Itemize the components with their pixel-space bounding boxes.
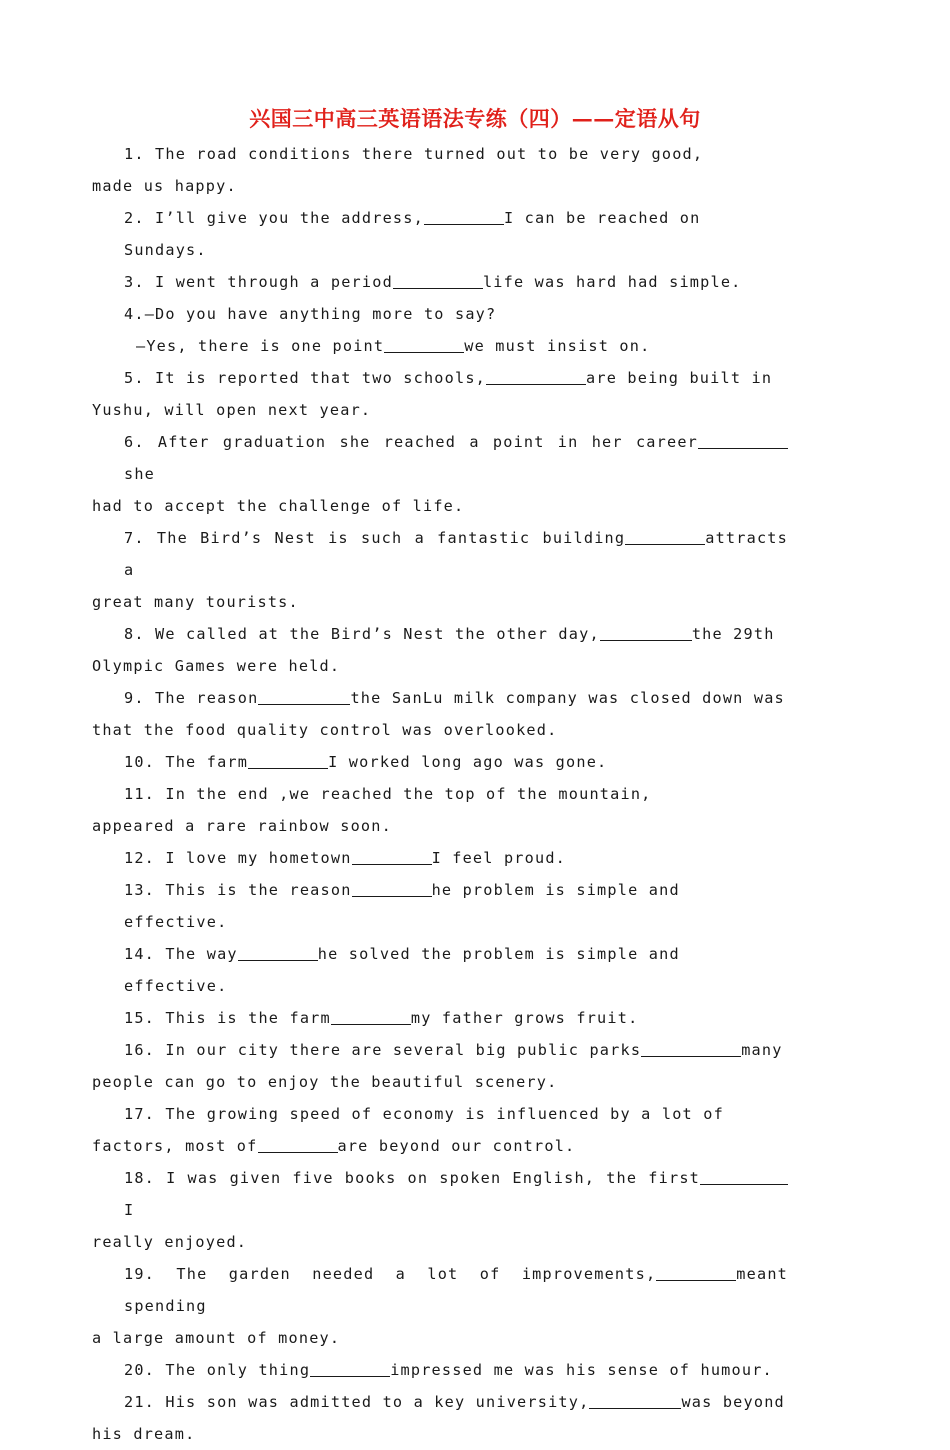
question-text: great many tourists. bbox=[92, 593, 299, 611]
question-17-cont bbox=[92, 1130, 788, 1162]
question-number: 7. bbox=[124, 529, 145, 547]
question-text: was beyond bbox=[681, 1393, 785, 1411]
question-text: This is the reason bbox=[165, 881, 352, 899]
answer-blank[interactable] bbox=[424, 207, 504, 225]
question-text: The growing speed of economy is influenced by a lot of bbox=[165, 1105, 724, 1123]
question-text: I went through a period bbox=[155, 273, 393, 291]
question-text: I feel proud. bbox=[431, 849, 567, 867]
question-text: The way bbox=[165, 945, 238, 963]
question-text: really enjoyed. bbox=[92, 1233, 248, 1251]
question-3 bbox=[92, 266, 788, 298]
answer-blank[interactable] bbox=[258, 1135, 338, 1153]
answer-blank[interactable] bbox=[352, 847, 432, 865]
question-text: The farm bbox=[165, 753, 249, 771]
question-number: 6. bbox=[124, 433, 145, 451]
question-text: I can be reached on Sundays. bbox=[124, 209, 701, 259]
question-13 bbox=[92, 874, 788, 938]
question-number: 5. bbox=[124, 369, 145, 387]
question-text: we must insist on. bbox=[464, 337, 651, 355]
question-number: 15. bbox=[124, 1009, 156, 1027]
answer-blank[interactable] bbox=[248, 751, 328, 769]
question-text: I love my hometown bbox=[165, 849, 352, 867]
question-number: 18. bbox=[124, 1169, 156, 1187]
question-number: 19. bbox=[124, 1265, 156, 1283]
question-19 bbox=[92, 1258, 788, 1322]
answer-blank[interactable] bbox=[600, 623, 692, 641]
question-number: 12. bbox=[124, 849, 156, 867]
question-7-cont bbox=[92, 586, 788, 618]
question-17 bbox=[92, 1098, 788, 1130]
question-4-answer bbox=[92, 330, 788, 362]
page-title: 兴国三中高三英语语法专练（四）——定语从句 bbox=[249, 106, 701, 131]
question-text: We called at the Bird’s Nest the other day, bbox=[155, 625, 600, 643]
question-text: I bbox=[124, 1201, 135, 1219]
question-number: 3. bbox=[124, 273, 145, 291]
question-text: meant spending bbox=[124, 1265, 789, 1315]
question-1 bbox=[92, 138, 788, 170]
question-16-cont bbox=[92, 1066, 788, 1098]
question-18 bbox=[92, 1162, 788, 1226]
question-text: he solved the problem is simple and effective. bbox=[124, 945, 680, 995]
question-5 bbox=[92, 362, 788, 394]
question-text: I’ll give you the address, bbox=[155, 209, 424, 227]
question-number: 2. bbox=[124, 209, 145, 227]
question-5-cont bbox=[92, 394, 788, 426]
question-number: 13. bbox=[124, 881, 156, 899]
question-text: —Do you have anything more to say? bbox=[144, 305, 497, 323]
question-text: appeared a rare rainbow soon. bbox=[92, 817, 392, 835]
question-text: a large amount of money. bbox=[92, 1329, 341, 1347]
question-6-cont bbox=[92, 490, 788, 522]
question-2 bbox=[92, 202, 788, 266]
question-21 bbox=[92, 1386, 788, 1418]
answer-blank[interactable] bbox=[238, 943, 318, 961]
answer-blank[interactable] bbox=[625, 527, 705, 545]
question-6 bbox=[92, 426, 788, 490]
answer-blank[interactable] bbox=[352, 879, 432, 897]
question-text: are beyond our control. bbox=[337, 1137, 576, 1155]
question-text: many bbox=[741, 1041, 783, 1059]
question-text: Yushu, will open next year. bbox=[92, 401, 372, 419]
question-text: This is the farm bbox=[165, 1009, 331, 1027]
answer-blank[interactable] bbox=[698, 431, 788, 449]
question-text: I worked long ago was gone. bbox=[328, 753, 608, 771]
question-12 bbox=[92, 842, 788, 874]
answer-blank[interactable] bbox=[656, 1263, 736, 1281]
question-10 bbox=[92, 746, 788, 778]
question-text: impressed me was his sense of humour. bbox=[390, 1361, 773, 1379]
question-text: the SanLu milk company was closed down was bbox=[350, 689, 785, 707]
answer-blank[interactable] bbox=[384, 335, 464, 353]
question-text: —Yes, there is one point bbox=[136, 337, 385, 355]
question-20 bbox=[92, 1354, 788, 1386]
question-16 bbox=[92, 1034, 788, 1066]
question-text: are being built in bbox=[586, 369, 773, 387]
question-number: 8. bbox=[124, 625, 145, 643]
question-number: 17. bbox=[124, 1105, 156, 1123]
question-number: 16. bbox=[124, 1041, 156, 1059]
question-text: factors, most of bbox=[92, 1137, 258, 1155]
question-text: The road conditions there turned out to be very good, bbox=[155, 145, 704, 163]
question-number: 21. bbox=[124, 1393, 156, 1411]
question-4 bbox=[92, 298, 788, 330]
question-14 bbox=[92, 938, 788, 1002]
answer-blank[interactable] bbox=[589, 1391, 681, 1409]
question-1-cont bbox=[92, 170, 788, 202]
question-11-cont bbox=[92, 810, 788, 842]
answer-blank[interactable] bbox=[393, 271, 483, 289]
question-text: The Bird’s Nest is such a fantastic building bbox=[156, 529, 626, 547]
question-9-cont bbox=[92, 714, 788, 746]
question-21-cont bbox=[92, 1418, 788, 1450]
question-7 bbox=[92, 522, 788, 586]
question-11 bbox=[92, 778, 788, 810]
question-text: In our city there are several big public parks bbox=[165, 1041, 642, 1059]
question-text: he problem is simple and effective. bbox=[124, 881, 680, 931]
question-number: 10. bbox=[124, 753, 156, 771]
question-text: his dream. bbox=[92, 1425, 196, 1443]
question-number: 4. bbox=[124, 305, 145, 323]
question-text: His son was admitted to a key university, bbox=[165, 1393, 590, 1411]
question-text: The reason bbox=[155, 689, 259, 707]
answer-blank[interactable] bbox=[486, 367, 586, 385]
question-15 bbox=[92, 1002, 788, 1034]
question-9 bbox=[92, 682, 788, 714]
question-number: 20. bbox=[124, 1361, 156, 1379]
question-text: made us happy. bbox=[92, 177, 237, 195]
question-text: I was given five books on spoken English, the first bbox=[166, 1169, 701, 1187]
question-number: 9. bbox=[124, 689, 145, 707]
question-text: my father grows fruit. bbox=[410, 1009, 639, 1027]
question-18-cont bbox=[92, 1226, 788, 1258]
question-19-cont bbox=[92, 1322, 788, 1354]
question-text: she bbox=[124, 465, 156, 483]
question-text: Olympic Games were held. bbox=[92, 657, 341, 675]
answer-blank[interactable] bbox=[641, 1039, 741, 1057]
question-8 bbox=[92, 618, 788, 650]
question-text: life was hard had simple. bbox=[482, 273, 742, 291]
question-text: It is reported that two schools, bbox=[155, 369, 487, 387]
question-number: 14. bbox=[124, 945, 156, 963]
question-text: The only thing bbox=[165, 1361, 311, 1379]
answer-blank[interactable] bbox=[331, 1007, 411, 1025]
question-text: attracts a bbox=[124, 529, 788, 579]
question-text: The garden needed a lot of improvements, bbox=[176, 1265, 657, 1283]
question-text: In the end ,we reached the top of the mountain, bbox=[165, 785, 652, 803]
answer-blank[interactable] bbox=[310, 1359, 390, 1377]
question-number: 11. bbox=[124, 785, 156, 803]
question-text: people can go to enjoy the beautiful scenery. bbox=[92, 1073, 558, 1091]
question-8-cont bbox=[92, 650, 788, 682]
question-list bbox=[92, 138, 788, 1450]
question-text: had to accept the challenge of life. bbox=[92, 497, 465, 515]
question-number: 1. bbox=[124, 145, 145, 163]
question-text: the 29th bbox=[691, 625, 775, 643]
question-text: that the food quality control was overlooked. bbox=[92, 721, 558, 739]
answer-blank[interactable] bbox=[258, 687, 350, 705]
answer-blank[interactable] bbox=[700, 1167, 788, 1185]
question-text: After graduation she reached a point in her career bbox=[157, 433, 699, 451]
